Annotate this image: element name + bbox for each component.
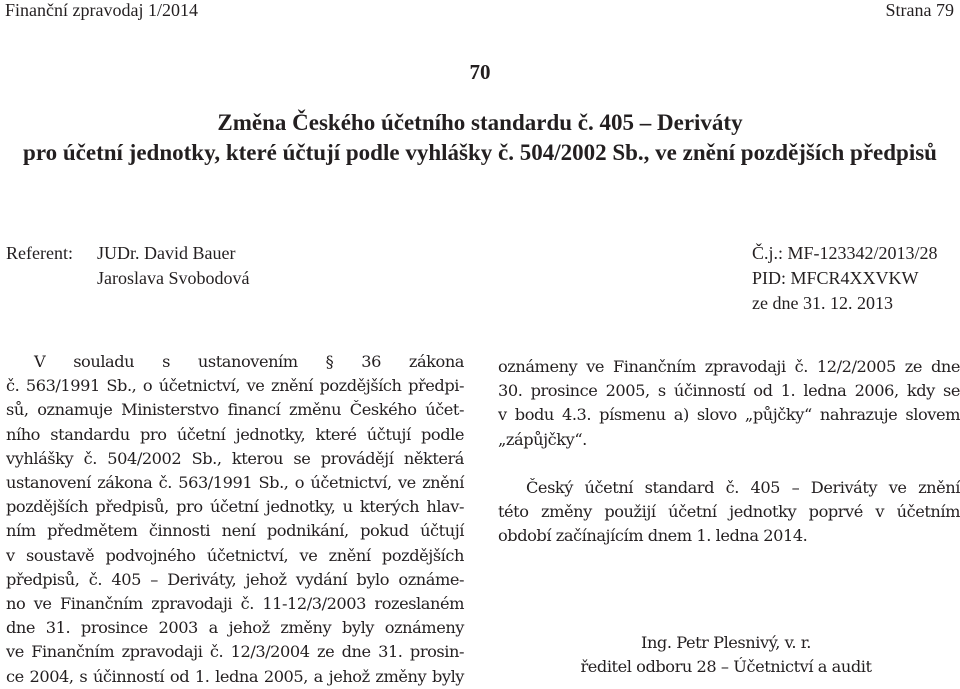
document-number: 70	[469, 60, 491, 84]
referent-name-2: Jaroslava Svobodová	[97, 268, 250, 288]
body-line: dne 31. prosince 2003 a jehož změny byly oznámeny	[6, 618, 464, 638]
body-line: v soustavě podvojného účetnictví, ve znění pozdějších	[6, 545, 464, 565]
header-publication: Finanční zpravodaj 1/2014	[5, 0, 198, 20]
issue-date: ze dne 31. 12. 2013	[752, 293, 893, 313]
body-line: ce 2004, s účinností od 1. ledna 2005, a jehož změny byly	[6, 666, 464, 686]
header-page-number: Strana 79	[885, 0, 954, 20]
body-column-left	[6, 350, 464, 689]
body-line: no ve Finančním zpravodaji č. 11-12/3/2003 rozeslaném	[6, 594, 464, 614]
body-line: předpisů, č. 405 – Deriváty, jehož vydání bylo oznáme-	[6, 569, 464, 589]
body-line: v bodu 4.3. písmenu a) slovo „půjčky“ nahrazuje slovem	[498, 405, 960, 425]
referent-name-1: JUDr. David Bauer	[97, 243, 236, 263]
body-line: č. 563/1991 Sb., o účetnictví, ve znění pozdějších předpi-	[6, 376, 464, 396]
body-column-right	[498, 355, 960, 548]
document-title-line-2: pro účetní jednotky, které účtují podle vyhlášky č. 504/2002 Sb., ve znění pozdějších předpisů	[23, 140, 937, 165]
body-line: V souladu s ustanovením § 36 zákona	[34, 352, 464, 371]
pid-code: PID: MFCR4XXVKW	[752, 268, 919, 288]
body-line: Český účetní standard č. 405 – Deriváty ve znění	[526, 477, 960, 497]
body-line: ního standardu pro účetní jednotky, které účtují podle	[6, 424, 464, 444]
reference-number: Č.j.: MF-123342/2013/28	[752, 243, 938, 263]
signature-name: Ing. Petr Plesnivý, v. r.	[641, 633, 811, 652]
signature-title: ředitel odboru 28 – Účetnictví a audit	[580, 657, 872, 676]
body-line: 30. prosince 2005, s účinností od 1. ledna 2006, kdy se	[498, 381, 960, 401]
body-line: vyhlášky č. 504/2002 Sb., kterou se provádějí některá	[6, 448, 464, 468]
body-line: období začínajícím dnem 1. ledna 2014.	[498, 526, 808, 546]
body-line: sů, oznamuje Ministerstvo financí změnu Českého účet-	[6, 400, 464, 420]
body-line: této změny použijí účetní jednotky poprvé v účetním	[498, 502, 960, 522]
body-line: oznámeny ve Finančním zpravodaji č. 12/2/2005 ze dne	[498, 357, 960, 376]
body-line: pozdějších předpisů, pro účetní jednotky, u kterých hlav-	[6, 497, 464, 517]
body-line: ním předmětem činnosti není podnikání, pokud účtují	[6, 521, 464, 541]
body-line: „zápůjčky“.	[498, 429, 587, 449]
body-line: ve Finančním zpravodaji č. 12/3/2004 ze dne 31. prosin-	[6, 642, 464, 662]
document-title-line-1: Změna Českého účetního standardu č. 405 – Deriváty	[217, 110, 743, 135]
referent-label: Referent:	[6, 243, 73, 263]
body-line: ustanovení zákona č. 563/1991 Sb., o účetnictví, ve znění	[6, 473, 464, 493]
